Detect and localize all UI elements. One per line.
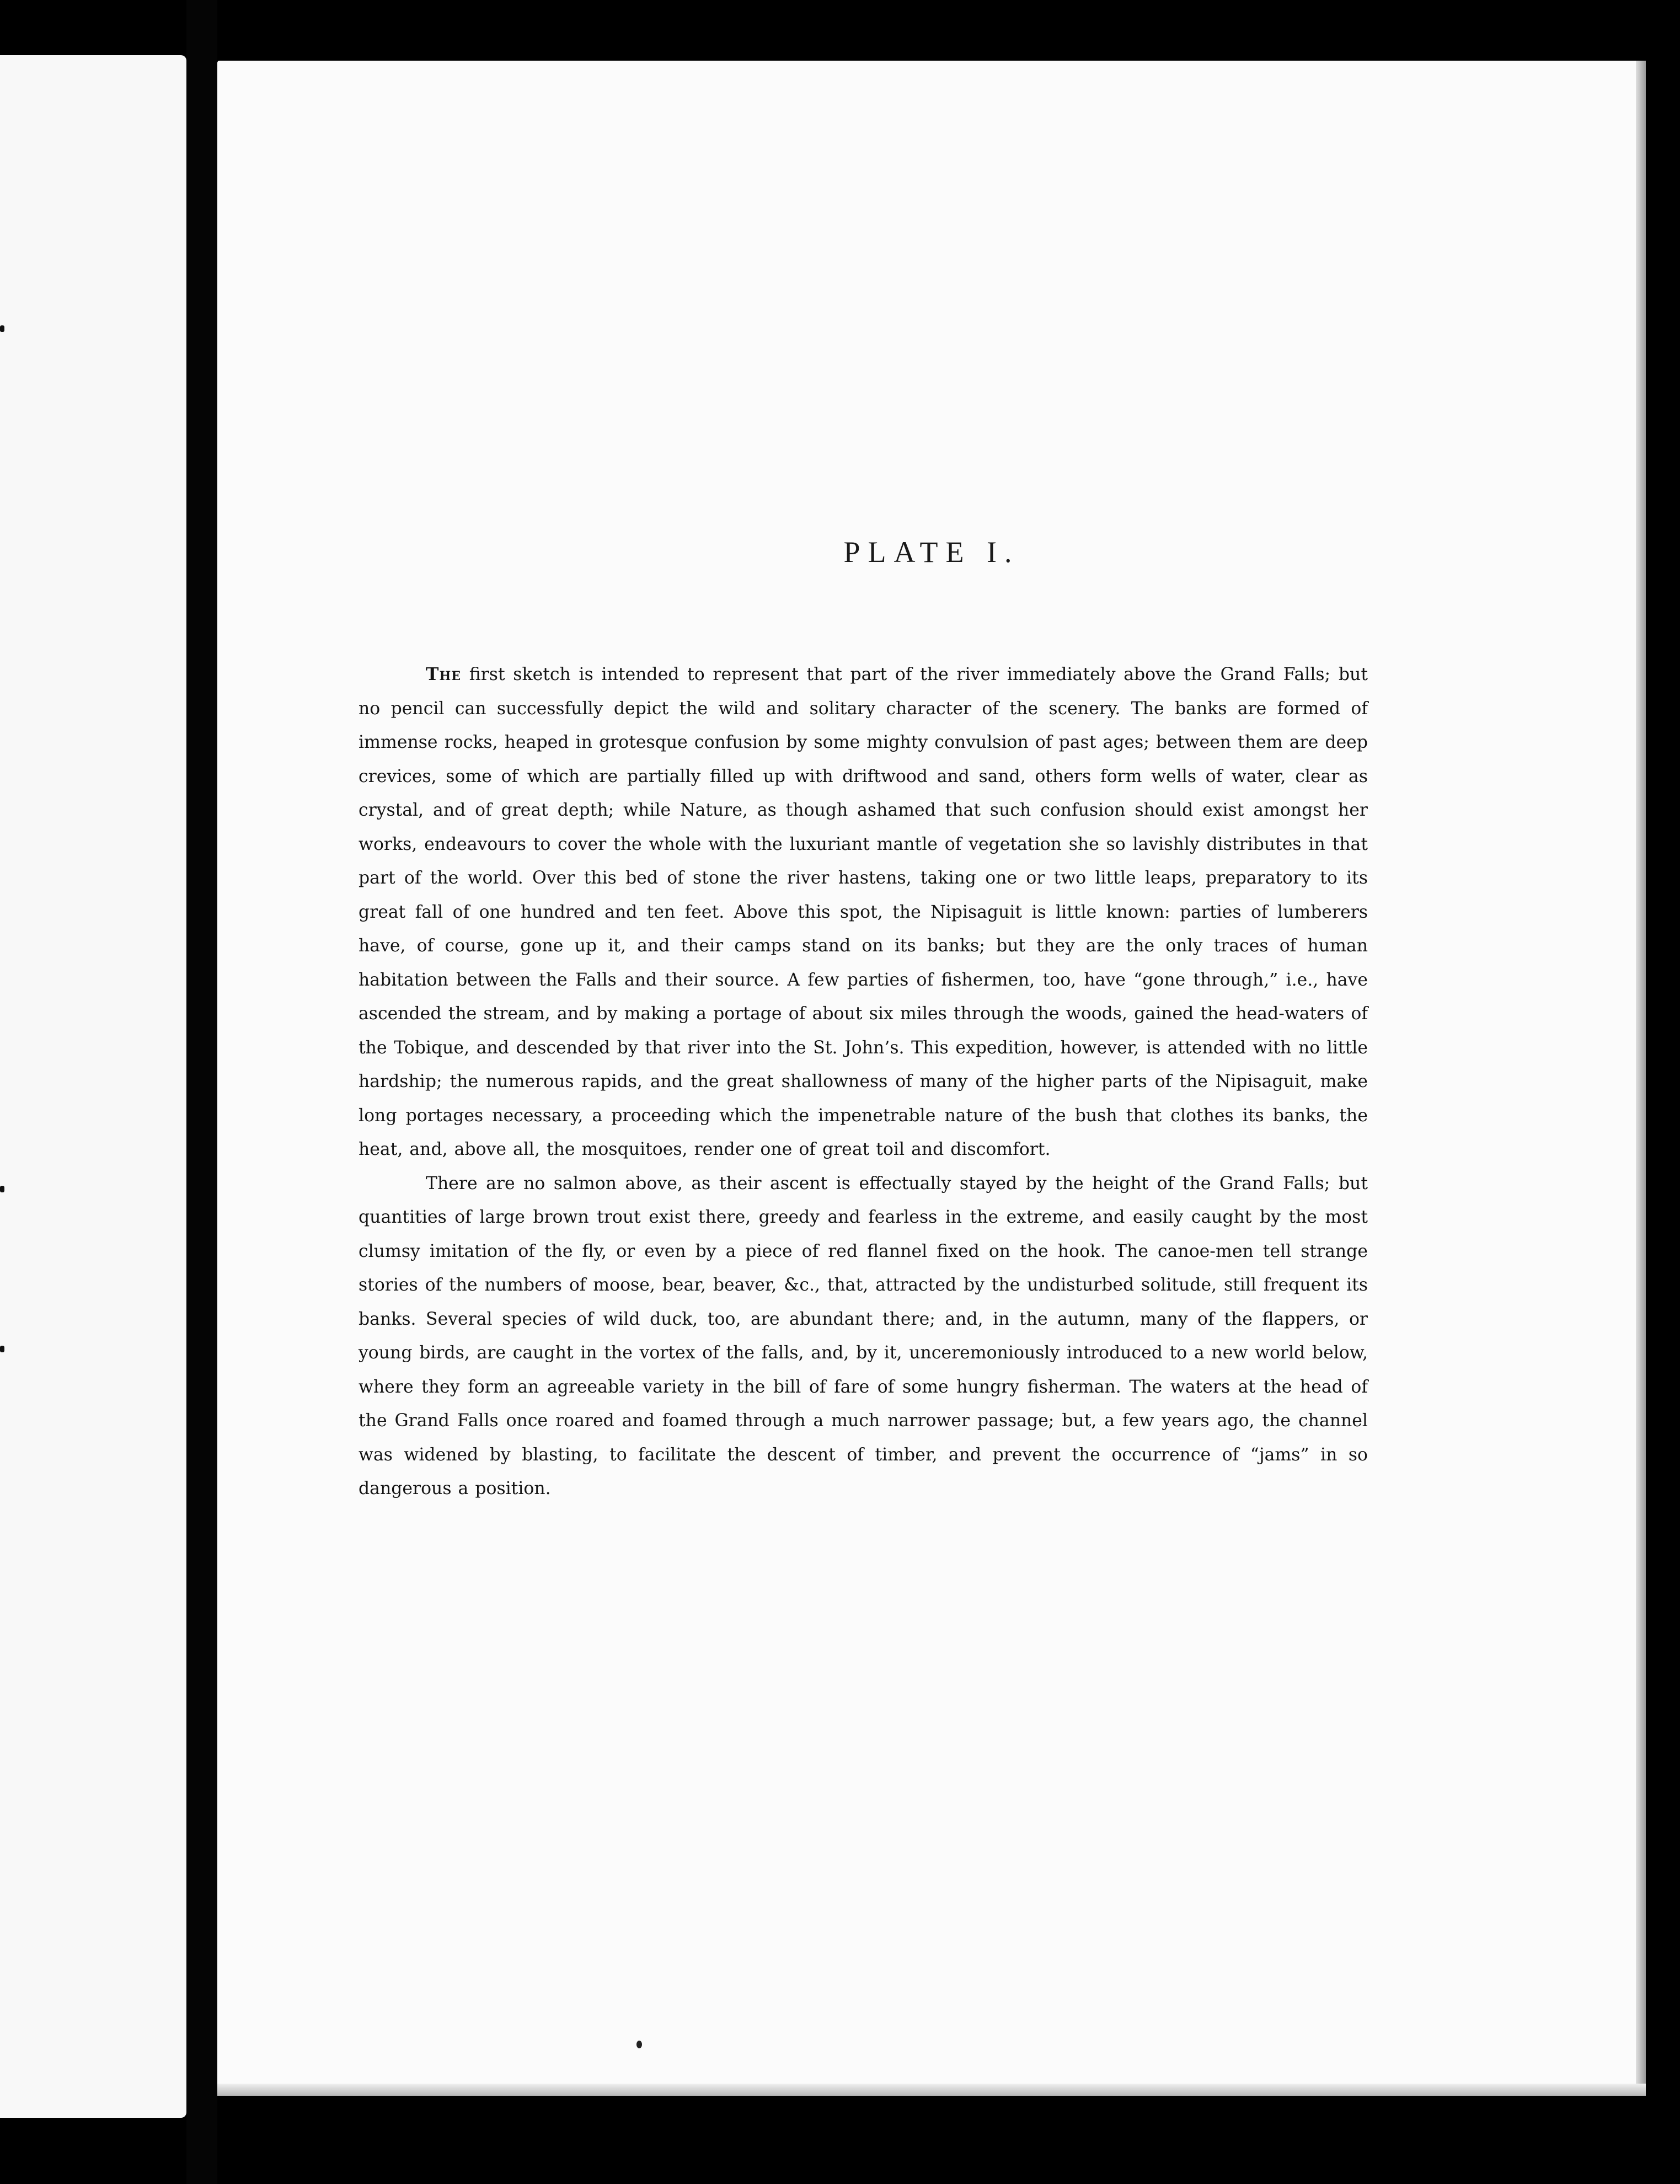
left-page-mark [0, 1186, 4, 1192]
paragraph-1 [359, 657, 1368, 1167]
left-page-mark [0, 1346, 4, 1352]
lead-word: The [426, 664, 461, 684]
book-gutter [186, 0, 217, 2184]
page-edge-bottom [217, 2084, 1646, 2096]
right-page [217, 61, 1646, 2096]
left-page [0, 55, 186, 2118]
paragraph-text: first sketch is intended to represent that part of the river immediately above the Grand Falls; but no pencil can successfully depict the wild and solitary character of the scenery. The banks are formed of immense rocks, heaped in grotesque confusion by some mighty convulsion of past ages; between them are deep crevices, some of which are partially filled up with driftwood and sand, others form wells of water, clear as crystal, and of great depth; while Nature, as though ashamed that such confusion should exist amongst her works, endeavours to cover the whole with the luxuriant mantle of vegetation she so lavishly distributes in that part of the world. Over this bed of stone the river hastens, taking one or two little leaps, preparatory to its great fall of one hundred and ten feet. Above this spot, the Nipisaguit is little known: parties of lumberers have, of course, gone up it, and their camps stand on its banks; but they are the only traces of human habitation between the Falls and their source. A few parties of fishermen, too, have “gone through,” i.e., have ascended the stream, and by making a portage of about six miles through the woods, gained the head-waters of the Tobique, and descended by that river into the St. John’s. This expedition, however, is attended with no little hardship; the numerous rapids, and the great shallowness of many of the higher parts of the Nipisaguit, make long portages necessary, a proceeding which the impenetrable nature of the bush that clothes its banks, the heat, and, above all, the mosquitoes, render one of great toil and discomfort. [359, 665, 1368, 1159]
paragraph-text: There are no salmon above, as their ascent is effectually stayed by the height of the Grand Falls; but quantities of large brown trout exist there, greedy and fearless in the extreme, and easily caught by the most clumsy imitation of the fly, or even by a piece of red flannel fixed on the hook. The canoe-men tell strange stories of the numbers of moose, bear, beaver, &c., that, attracted by the undisturbed solitude, still frequent its banks. Several species of wild duck, too, are abundant there; and, in the autumn, many of the flappers, or young birds, are caught in the vortex of the falls, and, by it, unceremoniously introduced to a new world below, where they form an agreeable variety in the bill of fare of some hungry fisherman. The waters at the head of the Grand Falls once roared and foamed through a much narrower passage; but, a few years ago, the channel was widened by blasting, to facilitate the descent of timber, and prevent the occurrence of “jams” in so dangerous a position. [359, 1173, 1368, 1498]
body-text [359, 657, 1368, 1506]
page-edge-right [1636, 61, 1646, 2096]
scan-speck [636, 2041, 642, 2048]
paragraph-2 [359, 1167, 1368, 1506]
left-page-mark [0, 325, 4, 332]
plate-title: PLATE I. [843, 536, 1020, 569]
